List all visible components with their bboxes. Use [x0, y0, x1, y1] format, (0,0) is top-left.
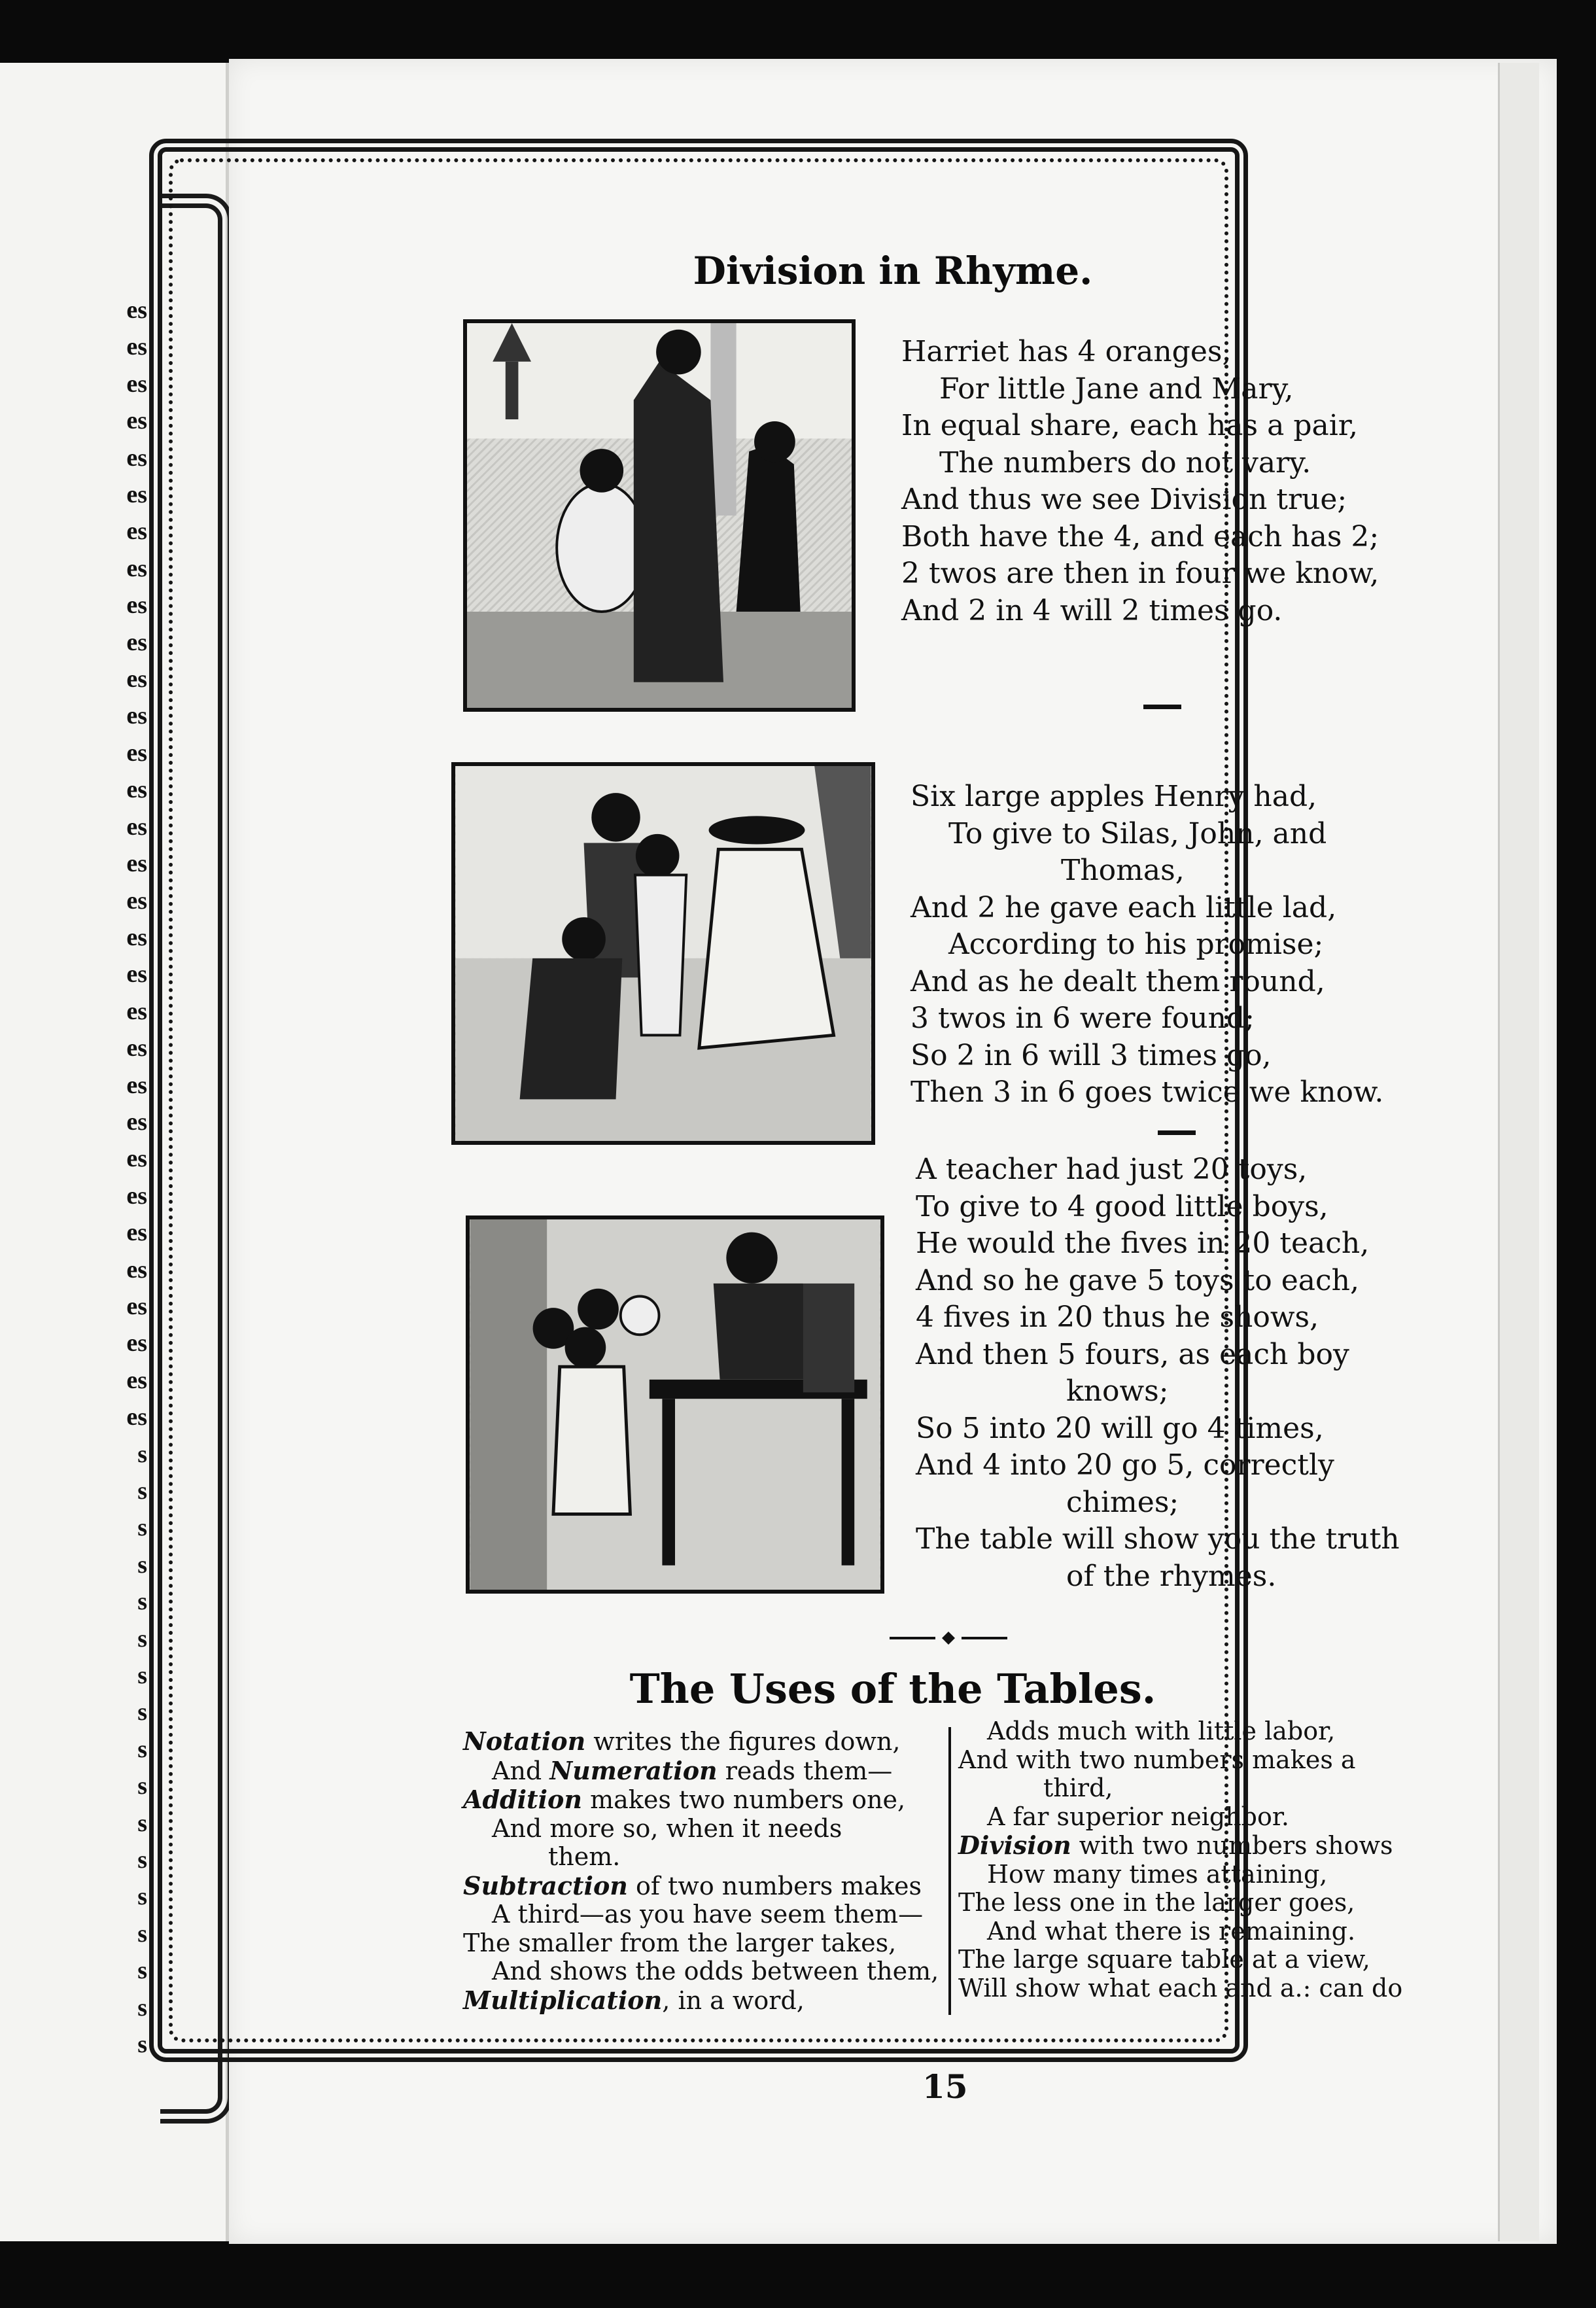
left-page-column-fragments — [114, 292, 147, 2063]
left-column-fragment: s — [137, 1662, 147, 1690]
uses-line — [958, 1831, 1402, 1861]
uses-line — [463, 1727, 939, 1757]
poem-line: 4 fives in 20 thus he shows, — [916, 1301, 1319, 1334]
poem-henry — [911, 778, 1383, 1111]
uses-line — [463, 1986, 939, 2016]
left-column-fragment: es — [126, 1292, 147, 1320]
left-column-fragment: es — [126, 702, 147, 730]
left-column-fragment: s — [137, 1698, 147, 1726]
heading-division-in-rhyme: Division in Rhyme. — [693, 249, 1093, 293]
woodcut-teacher-toys-art — [470, 1219, 880, 1590]
poem-line: And thus we see Division true; — [901, 483, 1347, 516]
uses-line — [463, 1872, 939, 1901]
poem-line: So 2 in 6 will 3 times go, — [911, 1038, 1272, 1072]
woodcut-harriet-oranges — [463, 319, 856, 712]
uses-line: And shows the odds between them, — [492, 1957, 939, 1985]
poem-harriet — [901, 334, 1379, 629]
left-column-fragment: es — [126, 1145, 147, 1173]
uses-right-column — [958, 1717, 1402, 2002]
poem-line: chimes; — [1066, 1485, 1179, 1519]
left-column-fragment: es — [126, 1181, 147, 1210]
left-column-fragment: s — [137, 1588, 147, 1616]
left-column-fragment: s — [137, 1993, 147, 2021]
uses-text: with two numbers shows — [1071, 1831, 1393, 1860]
uses-line: The large square table at a view, — [958, 1945, 1370, 1974]
uses-text: makes two numbers one, — [582, 1785, 906, 1814]
uses-line: And more so, when it needs — [492, 1813, 842, 1843]
woodcut-harriet-oranges-art — [467, 323, 852, 708]
left-column-fragment: es — [126, 1329, 147, 1357]
uses-line — [463, 1785, 939, 1815]
left-column-fragment: s — [137, 1477, 147, 1505]
poem-line: To give to 4 good little boys, — [916, 1189, 1328, 1223]
left-column-fragment: s — [137, 1919, 147, 1948]
poem-line: And then 5 fours, as each boy — [916, 1337, 1349, 1371]
page-edge — [1498, 63, 1539, 2241]
term: Subtraction — [463, 1870, 628, 1900]
left-column-fragment: es — [126, 739, 147, 767]
term: Division — [958, 1830, 1071, 1860]
left-column-fragment: es — [126, 1071, 147, 1099]
term: Multiplication — [463, 1985, 663, 2015]
left-column-fragment: es — [126, 1108, 147, 1136]
poem-line: So 5 into 20 will go 4 times, — [916, 1411, 1324, 1445]
poem-line: And 2 he gave each little lad, — [911, 890, 1337, 924]
left-column-fragment: s — [137, 1440, 147, 1468]
poem-line: Then 3 in 6 goes twice we know. — [911, 1075, 1384, 1109]
heading-uses-of-the-tables: The Uses of the Tables. — [629, 1665, 1156, 1713]
left-column-fragment: es — [126, 407, 147, 435]
poem-line: A teacher had just 20 toys, — [916, 1153, 1308, 1186]
uses-line: And what there is remaining. — [987, 1916, 1356, 1946]
left-column-fragment: s — [137, 1846, 147, 1874]
uses-line: Will show what each and a.: can do — [958, 1973, 1403, 2002]
poem-line: And as he dealt them round, — [911, 964, 1325, 998]
poem-line: 2 twos are then in four we know, — [901, 557, 1379, 590]
poem-line: He would the fives in 20 teach, — [916, 1227, 1370, 1260]
left-column-fragment: s — [137, 1772, 147, 1800]
poem-line: of the rhymes. — [1066, 1559, 1277, 1593]
divider-rule — [1158, 1130, 1196, 1135]
woodcut-henry-apples-art — [455, 766, 871, 1141]
poem-line: Harriet has 4 oranges, — [901, 335, 1232, 368]
uses-line: them. — [548, 1842, 621, 1871]
woodcut-henry-apples — [451, 762, 875, 1145]
uses-line: The smaller from the larger takes, — [463, 1928, 897, 1957]
uses-line: The less one in the larger goes, — [958, 1888, 1355, 1917]
uses-line: Adds much with little labor, — [987, 1717, 1336, 1745]
uses-line: A third—as you have seem them— — [492, 1900, 924, 1929]
left-column-fragment: s — [137, 1624, 147, 1652]
woodcut-teacher-toys — [466, 1215, 884, 1594]
poem-line: The table will show you the truth — [916, 1522, 1400, 1556]
left-column-fragment: es — [126, 370, 147, 398]
divider-rule — [1143, 705, 1181, 709]
uses-text: of two numbers makes — [627, 1871, 922, 1900]
uses-text: reads them— — [717, 1756, 893, 1785]
left-column-fragment: es — [126, 886, 147, 915]
left-column-fragment: es — [126, 444, 147, 472]
uses-line: How many times attaining, — [987, 1859, 1328, 1889]
uses-line — [463, 1757, 939, 1786]
left-column-fragment: es — [126, 1366, 147, 1394]
left-column-fragment: s — [137, 2031, 147, 2059]
poem-line: Thomas, — [1061, 854, 1185, 887]
left-column-fragment: es — [126, 923, 147, 951]
left-column-fragment: s — [137, 1957, 147, 1985]
left-column-fragment: es — [126, 850, 147, 878]
page-number: 15 — [922, 2067, 968, 2106]
diamond-ornament — [890, 1632, 1007, 1645]
left-column-fragment: s — [137, 1883, 147, 1911]
left-column-fragment: es — [126, 517, 147, 546]
term: Addition — [463, 1785, 583, 1814]
left-column-fragment: es — [126, 960, 147, 988]
left-column-fragment: es — [126, 997, 147, 1025]
poem-line: To give to Silas, John, and — [948, 816, 1327, 850]
poem-line: 3 twos in 6 were found; — [911, 1002, 1255, 1035]
left-column-fragment: es — [126, 665, 147, 693]
left-column-fragment: es — [126, 1255, 147, 1284]
left-column-fragment: es — [126, 813, 147, 841]
left-column-fragment: s — [137, 1735, 147, 1763]
left-column-fragment: es — [126, 1403, 147, 1431]
uses-line: And with two numbers makes a — [958, 1745, 1356, 1774]
uses-line: third, — [1043, 1774, 1113, 1802]
poem-line: In equal share, each has a pair, — [901, 409, 1358, 442]
left-column-fragment: es — [126, 481, 147, 509]
poem-line: Both have the 4, and each has 2; — [901, 519, 1379, 553]
left-column-fragment: s — [137, 1550, 147, 1579]
left-column-fragment: es — [126, 1034, 147, 1062]
left-column-fragment: es — [126, 628, 147, 656]
poem-line: And 4 into 20 go 5, correctly — [916, 1448, 1334, 1482]
left-column-fragment: es — [126, 333, 147, 361]
left-column-fragment: es — [126, 554, 147, 582]
poem-line: And 2 in 4 will 2 times go. — [901, 593, 1283, 627]
poem-line: And so he gave 5 toys to each, — [916, 1263, 1359, 1297]
uses-text: And — [492, 1756, 550, 1785]
poem-line: For little Jane and Mary, — [939, 372, 1294, 406]
poem-line: Six large apples Henry had, — [911, 780, 1317, 813]
left-column-fragment: es — [126, 591, 147, 620]
left-column-fragment: es — [126, 1219, 147, 1247]
term: Notation — [463, 1726, 586, 1756]
column-divider — [948, 1727, 951, 2015]
left-column-fragment: s — [137, 1809, 147, 1837]
left-column-fragment: s — [137, 1514, 147, 1542]
poem-line: According to his promise; — [948, 928, 1324, 961]
uses-left-column — [463, 1727, 939, 2015]
left-column-fragment: es — [126, 296, 147, 324]
poem-line: knows; — [1066, 1374, 1169, 1408]
uses-line: A far superior neighbor. — [987, 1802, 1289, 1831]
uses-text: , in a word, — [662, 1985, 805, 2015]
poem-line: The numbers do not vary. — [939, 446, 1311, 480]
uses-text: writes the figures down, — [585, 1727, 901, 1756]
poem-teacher — [916, 1151, 1400, 1595]
term: Numeration — [549, 1755, 718, 1785]
left-column-fragment: es — [126, 776, 147, 804]
